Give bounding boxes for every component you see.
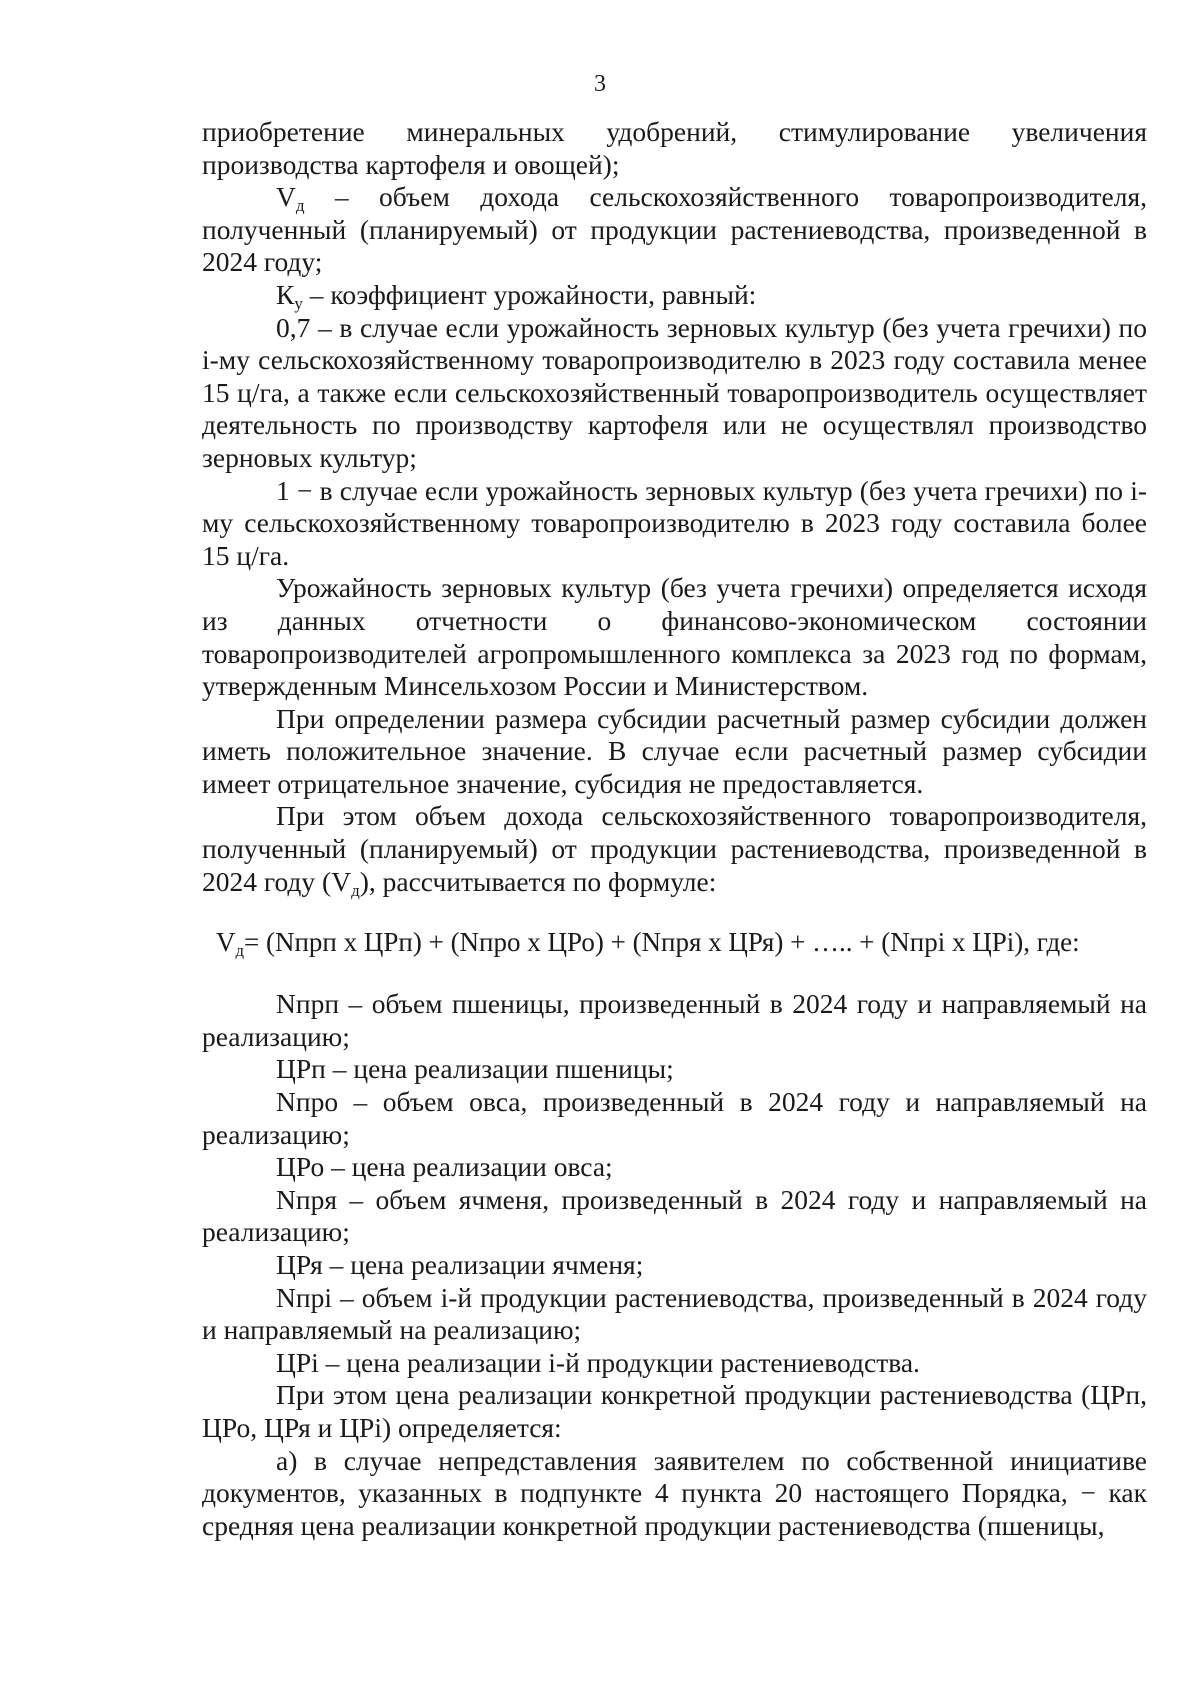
paragraph-text: – коэффициент урожайности, равный:	[302, 278, 757, 310]
text-after-formula	[202, 988, 1147, 1542]
formula-symbol: V	[216, 927, 236, 958]
paragraph	[202, 116, 1147, 181]
paragraph	[202, 1053, 1147, 1086]
paragraph-text: 1 − в случае если урожайность зерновых культур (без учета гречихи) по i-му сельскохозяйственному товаропроизводителю в 2023 году составила более 15 ц/га.	[202, 474, 1147, 571]
paragraph-text: Nпрп – объем пшеницы, произведенный в 2024 году и направляемый на реализацию;	[202, 988, 1147, 1052]
document-body	[202, 116, 1147, 1542]
page-number: 3	[594, 71, 606, 97]
paragraph-text: Nпря – объем ячменя, произведенный в 2024 году и направляемый на реализацию;	[202, 1183, 1147, 1248]
paragraph	[202, 800, 1147, 898]
inline-subscript: д	[351, 880, 360, 900]
paragraph	[202, 1445, 1147, 1543]
paragraph	[202, 988, 1147, 1053]
paragraph	[202, 279, 1147, 312]
paragraph	[202, 1249, 1147, 1282]
paragraph-text: Nпрi – объем i-й продукции растениеводства, произведенный в 2024 году и направляемый на реализацию;	[202, 1281, 1147, 1346]
paragraph	[202, 475, 1147, 573]
term-subscript: д	[295, 196, 305, 216]
paragraph-text: ЦРп – цена реализации пшеницы;	[276, 1053, 674, 1085]
paragraph	[202, 1379, 1147, 1444]
paragraph-text: Nпро – объем овса, произведенный в 2024 году и направляемый на реализацию;	[202, 1086, 1147, 1150]
term-subscript: у	[294, 294, 303, 314]
formula	[202, 926, 1147, 961]
paragraph-text: приобретение минеральных удобрений, стимулирование увеличения производства картофеля и овощей);	[202, 116, 1147, 180]
paragraph-text: ЦРя – цена реализации ячменя;	[276, 1249, 644, 1280]
paragraph-text: Урожайность зерновых культур (без учета гречихи) определяется исходя из данных отчетности о финансово-экономическом состоянии товаропроизводителей агропромышленного комплекса за 2023 год по формам, утвержденным Минсельхозом России и Министерством.	[202, 572, 1147, 702]
paragraph-text: а) в случае непредставления заявителем по собственной инициативе документов, указанных в подпункте 4 пункта 20 настоящего Порядка, − как средняя цена реализации конкретной продукции растениеводства (пшеницы,	[202, 1444, 1147, 1541]
paragraph	[202, 312, 1147, 475]
term-symbol: V	[276, 181, 296, 213]
paragraph-text: ЦРо – цена реализации овса;	[276, 1151, 613, 1183]
paragraph	[202, 1184, 1147, 1249]
paragraph	[202, 1347, 1147, 1380]
paragraph-text: При этом цена реализации конкретной продукции растениеводства (ЦРп, ЦРо, ЦРя и ЦРi) определяется:	[202, 1379, 1147, 1443]
paragraph	[202, 1086, 1147, 1151]
paragraph-text: – объем дохода сельскохозяйственного товаропроизводителя, полученный (планируемый) от продукции растениеводства, произведенной в 2024 году;	[202, 181, 1147, 278]
paragraph-text: При этом объем дохода сельскохозяйственного товаропроизводителя, полученный (планируемый) от продукции растениеводства, произведенной в 2024 году (V	[202, 800, 1147, 897]
paragraph-text-tail: ), рассчитывается по формуле:	[359, 865, 717, 897]
paragraph-text: При определении размера субсидии расчетный размер субсидии должен иметь положительное значение. В случае если расчетный размер субсидии имеет отрицательное значение, субсидия не предоставляется.	[202, 702, 1147, 799]
paragraph	[202, 1282, 1147, 1347]
paragraph-text: 0,7 – в случае если урожайность зерновых культур (без учета гречихи) по i-му сельскохозяйственному товаропроизводителю в 2023 году составила менее 15 ц/га, а также если сельскохозяйственный товаропроизводитель осуществляет деятельность по производству картофеля или не осуществлял производство зерновых культур;	[202, 311, 1147, 473]
paragraph	[202, 1151, 1147, 1184]
paragraph	[202, 572, 1147, 702]
paragraph	[202, 703, 1147, 801]
text-before-formula	[202, 116, 1147, 898]
paragraph	[202, 181, 1147, 279]
formula-subscript: д	[235, 941, 245, 961]
term-symbol: К	[276, 278, 295, 310]
formula-expression: = (Nпрп х ЦРп) + (Nпро х ЦРо) + (Nпря х ЦРя) + ….. + (Nпрi х ЦРi), где:	[244, 927, 1080, 958]
paragraph-text: ЦРi – цена реализации i-й продукции растениеводства.	[276, 1346, 920, 1378]
